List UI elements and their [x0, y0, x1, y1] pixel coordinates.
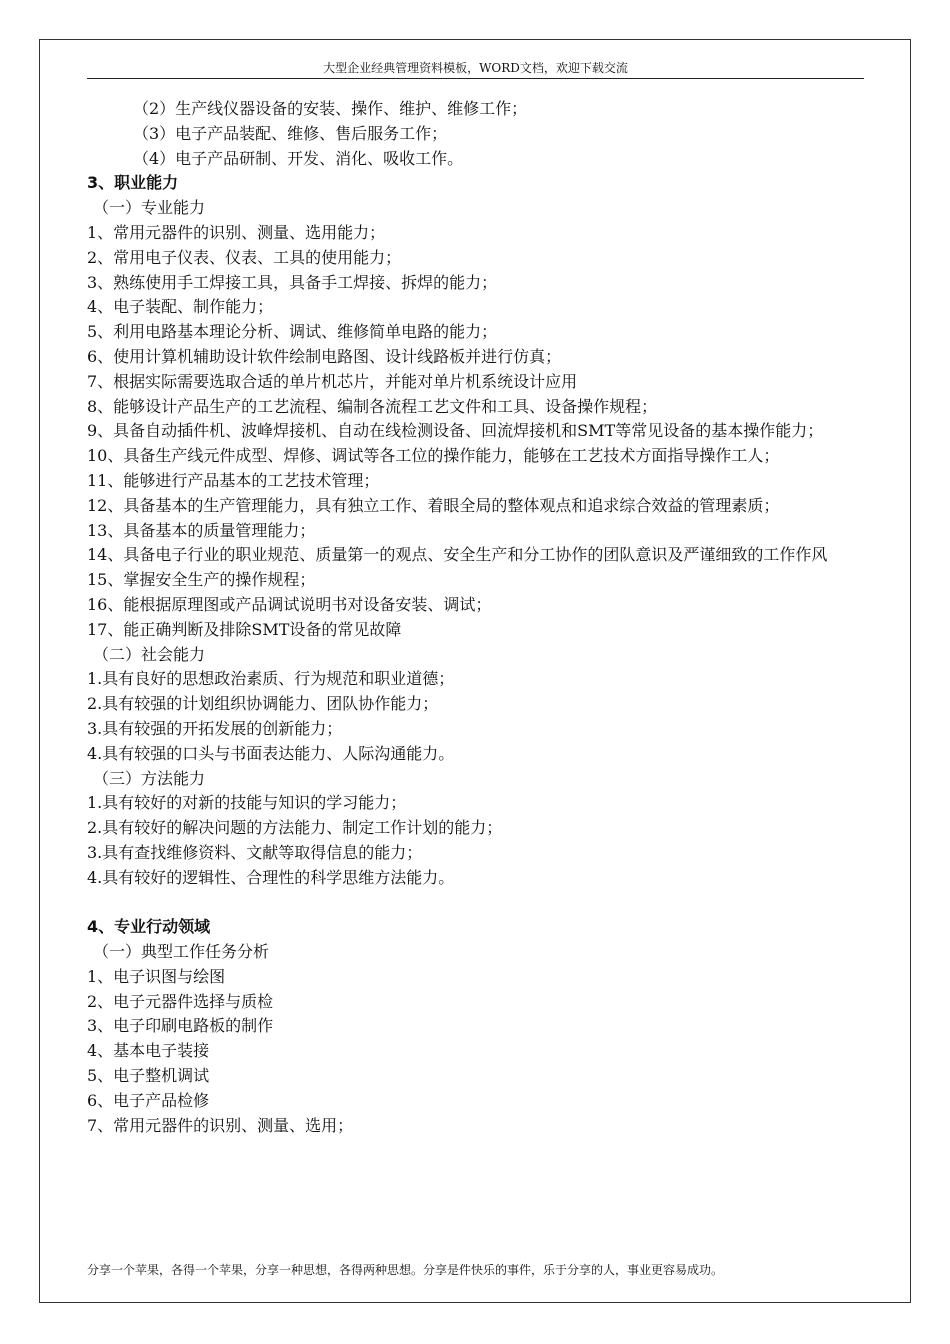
list-item: 4.具有较好的逻辑性、合理性的科学思维方法能力。: [87, 867, 455, 887]
list-item: 14、具备电子行业的职业规范、质量第一的观点、安全生产和分工协作的团队意识及严谨细致的工作作风: [87, 545, 828, 565]
list-item: 2.具有较强的计划组织协调能力、团队协作能力；: [87, 694, 439, 714]
list-item: 13、具备基本的质量管理能力；: [87, 520, 316, 540]
list-item: 10、具备生产线元件成型、焊修、调试等各工位的操作能力，能够在工艺技术方面指导操作工人；: [87, 446, 780, 466]
list-item: 4.具有较强的口头与书面表达能力、人际沟通能力。: [87, 743, 455, 763]
list-item: 6、电子产品检修: [87, 1090, 210, 1110]
subsection-heading: （一）典型工作任务分析: [93, 942, 270, 962]
list-item: 2、常用电子仪表、仪表、工具的使用能力；: [87, 247, 402, 267]
list-item: 9、具备自动插件机、波峰焊接机、自动在线检测设备、回流焊接机和SMT等常见设备的基本操作能力；: [87, 421, 824, 441]
list-item: 11、能够进行产品基本的工艺技术管理；: [87, 470, 380, 490]
position-item: （2）生产线仪器设备的安装、操作、维护、维修工作；: [133, 99, 528, 118]
list-item: 7、根据实际需要选取合适的单片机芯片，并能对单片机系统设计应用: [87, 371, 578, 391]
list-item: 2、电子元器件选择与质检: [87, 991, 274, 1011]
position-item: （3）电子产品装配、维修、售后服务工作；: [133, 123, 448, 143]
list-item: 17、能正确判断及排除SMT设备的常见故障: [87, 619, 402, 639]
document-body: [87, 97, 864, 1138]
list-item: 2.具有较好的解决问题的方法能力、制定工作计划的能力；: [87, 818, 503, 838]
list-item: 5、电子整机调试: [87, 1066, 210, 1086]
list-item: 12、具备基本的生产管理能力，具有独立工作、着眼全局的整体观点和追求综合效益的管理素质；: [87, 495, 780, 515]
subsection-heading: （三）方法能力: [93, 768, 206, 788]
page-footer: 分享一个苹果，各得一个苹果，分享一种思想，各得两种思想。分享是件快乐的事件，乐于分享的人，事业更容易成功。: [87, 1263, 724, 1277]
list-item: 4、电子装配、制作能力；: [87, 297, 274, 317]
list-item: 16、能根据原理图或产品调试说明书对设备安装、调试；: [87, 594, 492, 614]
list-item: 1、常用元器件的识别、测量、选用能力；: [87, 222, 386, 242]
list-item: 7、常用元器件的识别、测量、选用；: [87, 1115, 354, 1135]
list-item: 1.具有良好的思想政治素质、行为规范和职业道德；: [87, 669, 455, 689]
section-heading: 3、职业能力: [87, 173, 179, 193]
list-item: 3、电子印刷电路板的制作: [87, 1016, 274, 1036]
list-item: 5、利用电路基本理论分析、调试、维修简单电路的能力；: [87, 322, 498, 342]
list-item: 15、掌握安全生产的操作规程；: [87, 570, 316, 590]
list-item: 6、使用计算机辅助设计软件绘制电路图、设计线路板并进行仿真；: [87, 346, 562, 366]
list-item: 1、电子识图与绘图: [87, 966, 226, 986]
list-item: 8、能够设计产品生产的工艺流程、编制各流程工艺文件和工具、设备操作规程；: [87, 396, 658, 416]
header-divider: [87, 78, 864, 79]
list-item: 4、基本电子装接: [87, 1041, 210, 1061]
list-item: 3.具有查找维修资料、文献等取得信息的能力；: [87, 842, 423, 862]
list-item: 1.具有较好的对新的技能与知识的学习能力；: [87, 793, 407, 813]
blank-line: [87, 891, 864, 916]
subsection-heading: （二）社会能力: [93, 644, 206, 664]
subsection-heading: （一）专业能力: [93, 198, 206, 218]
position-item: （4）电子产品研制、开发、消化、吸收工作。: [133, 148, 464, 168]
list-item: 3.具有较强的开拓发展的创新能力；: [87, 718, 343, 738]
page-header: 大型企业经典管理资料模板，WORD文档，欢迎下载交流: [323, 61, 628, 75]
list-item: 3、熟练使用手工焊接工具，具备手工焊接、拆焊的能力；: [87, 272, 498, 292]
section-heading: 4、专业行动领域: [87, 917, 211, 937]
